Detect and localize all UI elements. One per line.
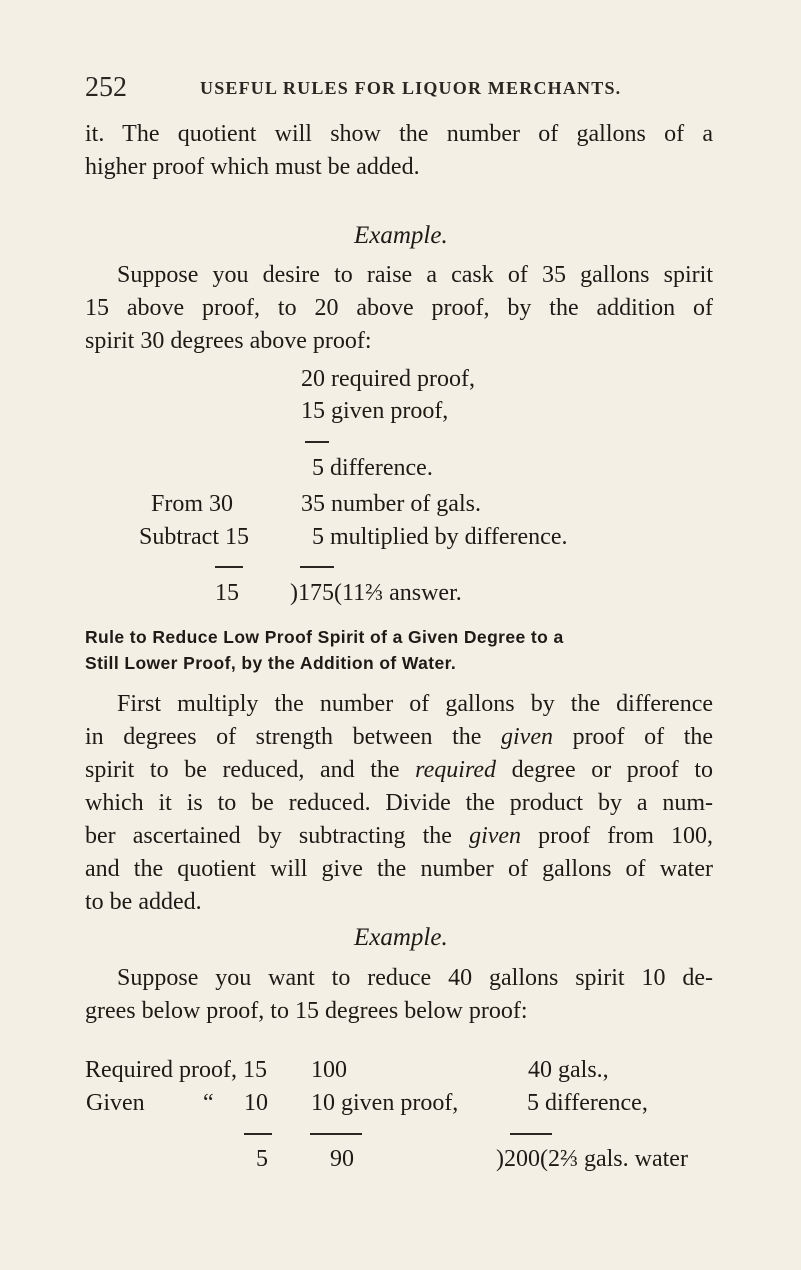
text-line: grees below proof, to 15 degrees below proof:: [85, 998, 528, 1024]
sum-rule: [305, 441, 329, 443]
text-line: spirit to be reduced, and the required degree or proof to: [85, 757, 714, 783]
sum-rule: [510, 1133, 552, 1135]
calc-required-proof: Required proof, 15: [85, 1057, 267, 1083]
text-line: Suppose you desire to raise a cask of 35 gallons spirit: [117, 262, 713, 288]
sum-rule: [300, 566, 334, 568]
intro-paragraph: [85, 118, 713, 184]
example1-paragraph: [85, 259, 713, 358]
calc-five-difference: 5 difference,: [527, 1090, 648, 1116]
calc-forty-gals: 40 gals.,: [528, 1057, 609, 1083]
text-line: which it is to be reduced. Divide the product by a num-: [85, 790, 713, 816]
calc-multiplied: 5 multiplied by difference.: [312, 524, 568, 550]
calc-number-of-gals: 35 number of gals.: [301, 491, 481, 517]
rule-heading: [85, 624, 725, 676]
calc-hundred: 100: [311, 1057, 347, 1083]
calc-required: 20 required proof,: [301, 366, 475, 392]
ditto-mark: “: [203, 1090, 214, 1116]
calc-ninety: 90: [330, 1146, 354, 1172]
rule-heading-line: Still Lower Proof, by the Addition of Water.: [85, 653, 457, 673]
sum-rule: [244, 1133, 272, 1135]
emphasis: given: [501, 724, 553, 750]
calc-answer: )200(2⅔ gals. water: [496, 1146, 688, 1172]
text-line: in degrees of strength between the given proof of the: [85, 724, 714, 750]
emphasis: given: [469, 823, 522, 849]
calc-from: From 30: [151, 491, 234, 517]
example2-paragraph: [85, 962, 713, 1028]
calc-five: 5: [256, 1146, 268, 1172]
text-line: Suppose you want to reduce 40 gallons spirit 10 de-: [117, 965, 713, 991]
text-line: spirit 30 degrees above proof:: [85, 328, 372, 354]
rule-heading-line: Rule to Reduce Low Proof Spirit of a Given Degree to a: [85, 627, 564, 647]
text-line: to be added.: [85, 889, 202, 915]
sum-rule: [215, 566, 243, 568]
text-line: 15 above proof, to 20 above proof, by the addition of: [85, 295, 713, 321]
sum-rule: [310, 1133, 362, 1135]
calc-divisor: 15: [215, 580, 239, 606]
text-line: higher proof which must be added.: [85, 154, 420, 180]
calc-given: 15 given proof,: [301, 398, 449, 424]
calc-given-value: 10: [244, 1090, 268, 1116]
emphasis: required: [415, 757, 497, 783]
running-head: USEFUL RULES FOR LIQUOR MERCHANTS.: [200, 78, 622, 98]
rule2-paragraph: [85, 688, 713, 919]
page-number: 252: [85, 72, 127, 103]
text-line: it. The quotient will show the number of gallons of a: [85, 121, 713, 147]
example-heading: Example.: [354, 222, 448, 249]
example-heading: Example.: [354, 924, 448, 951]
text-line: ber ascertained by subtracting the given proof from 100,: [85, 823, 713, 849]
calc-difference: 5 difference.: [312, 455, 433, 481]
calc-answer: )175(11⅔ answer.: [290, 580, 462, 606]
text-line: First multiply the number of gallons by the difference: [117, 691, 713, 717]
text-line: and the quotient will give the number of gallons of water: [85, 856, 713, 882]
calc-subtract: Subtract 15: [139, 524, 249, 550]
calc-given-proof: 10 given proof,: [311, 1090, 459, 1116]
calc-given-label: Given: [86, 1090, 145, 1116]
